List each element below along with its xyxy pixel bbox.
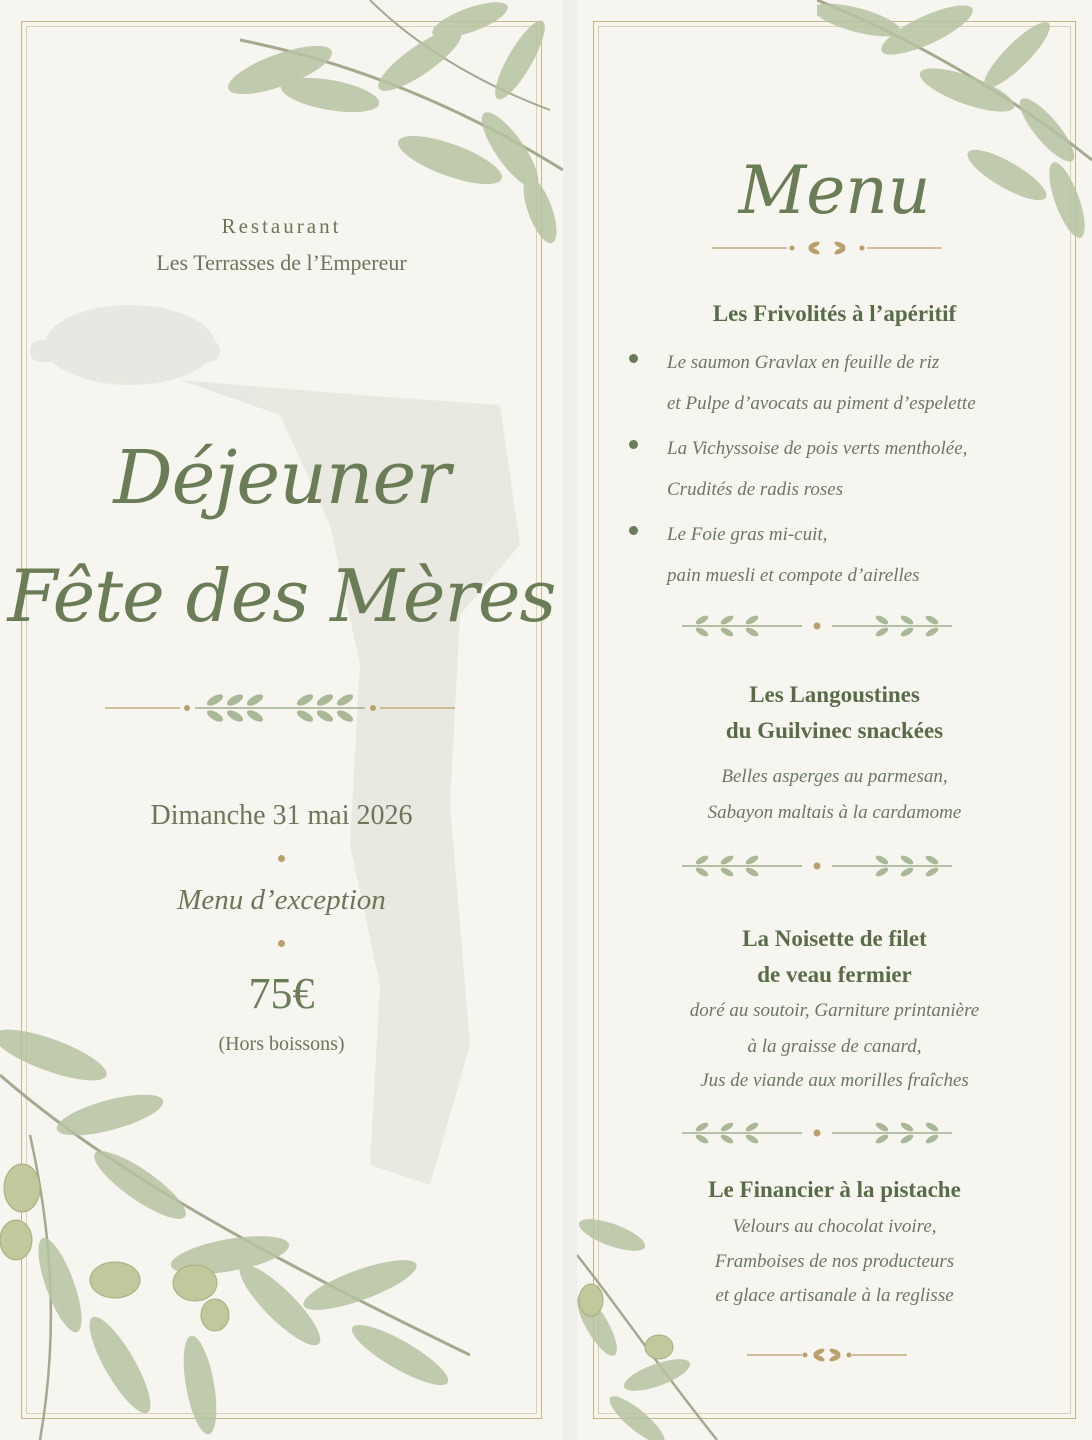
price-note: (Hors boissons) bbox=[218, 1033, 345, 1055]
separator-dot bbox=[278, 855, 285, 862]
aperitif-item-line1: La Vichyssoise de pois verts mentholée, bbox=[667, 438, 968, 459]
laurel-divider-icon bbox=[682, 854, 952, 878]
separator-dot bbox=[278, 940, 285, 947]
laurel-divider-icon bbox=[682, 614, 952, 638]
aperitif-item bbox=[667, 514, 1087, 596]
event-date: Dimanche 31 mai 2026 bbox=[150, 800, 413, 831]
event-title-line2: Fête des Mères bbox=[7, 554, 556, 638]
course-desc-line3: Jus de viande aux morilles fraîches bbox=[700, 1070, 969, 1091]
aperitif-item-line1: Le Foie gras mi-cuit, bbox=[667, 524, 828, 545]
course-desc-line2: à la graisse de canard, bbox=[747, 1036, 922, 1057]
course-desc-line1: doré au soutoir, Garniture printanière bbox=[689, 1000, 980, 1021]
menu-title: Menu bbox=[738, 152, 931, 229]
menu-card bbox=[577, 0, 1092, 1440]
course-desc-line2: Sabayon maltais à la cardamome bbox=[707, 802, 962, 823]
laurel-divider-icon bbox=[105, 688, 455, 728]
restaurant-name: Les Terrasses de l’Empereur bbox=[156, 250, 407, 275]
olive-branch-icon bbox=[0, 1025, 470, 1440]
bullet-dot bbox=[629, 526, 638, 535]
course-title-line2: de veau fermier bbox=[757, 962, 912, 987]
menu-offer: Menu d’exception bbox=[177, 884, 386, 916]
aperitif-item-line2: pain muesli et compote d’airelles bbox=[667, 565, 920, 586]
menu-price: 75€ bbox=[248, 969, 315, 1018]
course-title-line1: La Noisette de filet bbox=[742, 926, 927, 951]
aperitif-item bbox=[667, 428, 1087, 510]
event-title-line1: Déjeuner bbox=[113, 435, 450, 521]
course-title-line1: Le Financier à la pistache bbox=[708, 1177, 961, 1202]
aperitif-item-line2: Crudités de radis roses bbox=[667, 479, 844, 500]
course-desc-line3: et glace artisanale à la reglisse bbox=[715, 1285, 954, 1306]
olive-branch-icon bbox=[220, 0, 563, 250]
course-desc-line1: Belles asperges au parmesan, bbox=[721, 766, 948, 787]
course-desc-line2: Framboises de nos producteurs bbox=[714, 1251, 955, 1272]
bullet-dot bbox=[629, 440, 638, 449]
restaurant-label: Restaurant bbox=[221, 214, 342, 238]
bullet-dot bbox=[629, 354, 638, 363]
laurel-divider-icon bbox=[712, 240, 942, 256]
aperitif-item-line1: Le saumon Gravlax en feuille de riz bbox=[667, 352, 940, 373]
aperitif-item-line2: et Pulpe d’avocats au piment d’espelette bbox=[667, 393, 976, 414]
course-title-aperitif: Les Frivolités à l’apéritif bbox=[712, 301, 957, 326]
course-desc-line1: Velours au chocolat ivoire, bbox=[732, 1216, 937, 1237]
course-title-line2: du Guilvinec snackées bbox=[725, 718, 944, 743]
laurel-divider-icon bbox=[747, 1347, 907, 1363]
aperitif-item bbox=[667, 342, 1087, 424]
course-title-line1: Les Langoustines bbox=[749, 682, 920, 707]
laurel-divider-icon bbox=[682, 1121, 952, 1145]
